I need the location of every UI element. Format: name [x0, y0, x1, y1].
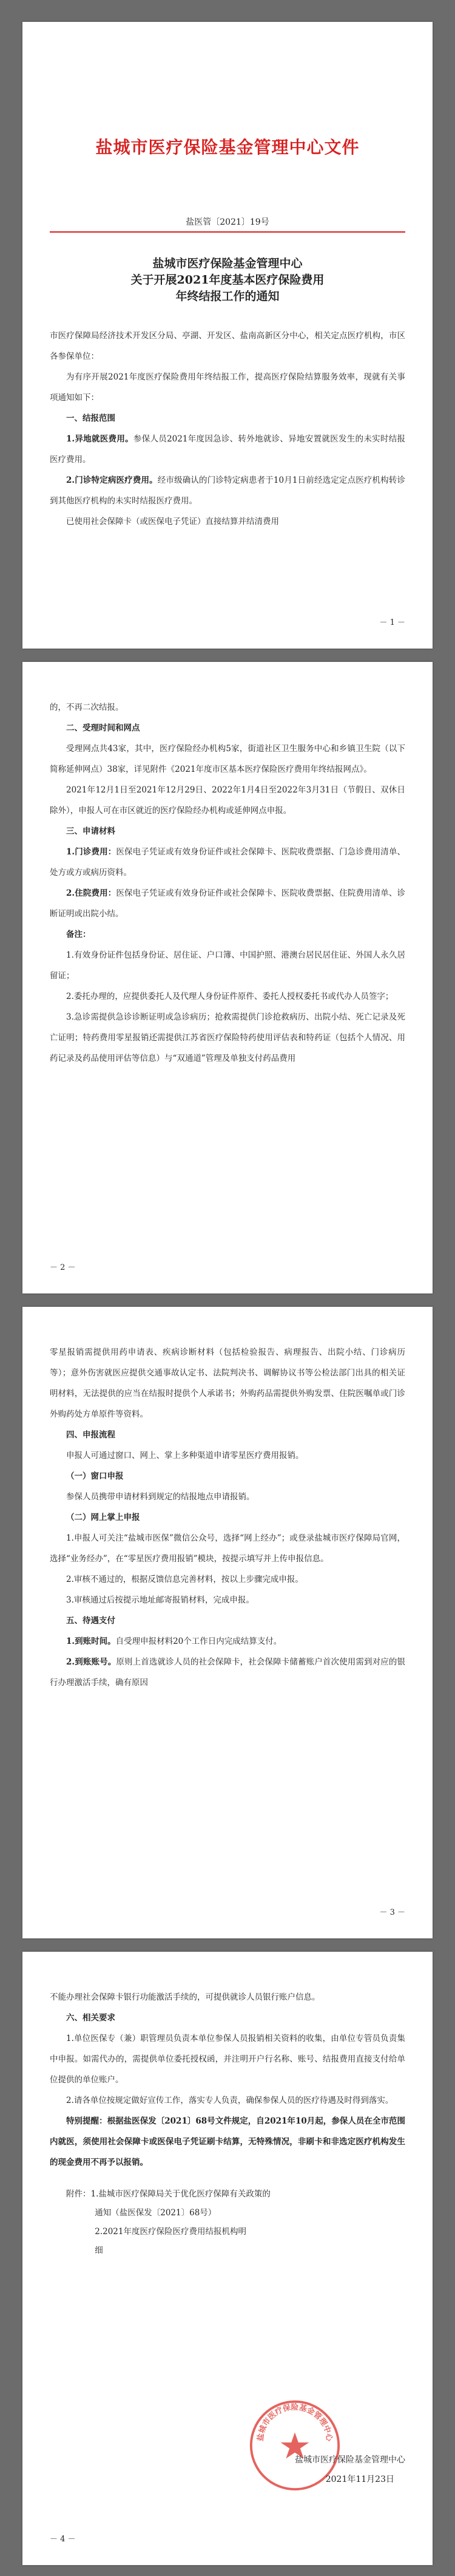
- section-5-heading: 五、待遇支付: [66, 1616, 115, 1626]
- document-number: 盐医管〔2021〕19号: [186, 217, 269, 227]
- item-3-1: [50, 842, 405, 883]
- note-3: 3.急诊需提供急诊诊断证明或急诊病历；抢救需提供门诊抢救病历、出院小结、死亡记录及死亡证明；特药费用零星报销还需提供江苏省医疗保险特药使用评估表和特药证（包括个人情况、用药记录及药品使用评估等信息）与“双通道”管理及单独支付药品费用: [50, 1012, 405, 1063]
- item-5-1-text: 自受理申报材料20个工作日内完成结算支付。: [115, 1637, 282, 1646]
- reminder-text: 根据盐医保发〔2021〕68号文件规定，自2021年10月起，参保人员在全市范围内就医，须使用社会保障卡或医保电子凭证刷卡结算，无特殊情况，非刷卡和非选定医疗机构发生的现金费用不再予以报销。: [50, 2116, 405, 2167]
- title-line-3: 年终结报工作的通知: [175, 290, 280, 303]
- section-3-heading: 三、申请材料: [66, 826, 115, 836]
- item-5-2-text: 原则上首选就诊人员的社会保障卡，社会保障卡储蓄账户首次使用需到对应的银行办理激活手续，确有原因: [50, 1657, 406, 1688]
- page-3-body: [50, 1342, 405, 1693]
- item-3-1-text: 医保电子凭证或有效身份证件或社会保障卡、医院收费票据、门急诊费用清单、处方或方或病历资料。: [50, 847, 406, 877]
- item-1-1-text: 参保人员2021年度因急诊、转外地就诊、异地安置就医发生的未实时结报医疗费用。: [50, 434, 405, 465]
- red-divider-line: [50, 231, 405, 233]
- section-2-time: 2021年12月1日至2021年12月29日、2022年1月4日至2022年3月31日（节假日、双休日除外），申报人可在市区就近的医疗保险经办机构或延伸网点申报。: [50, 785, 405, 816]
- note-1: 1.有效身份证件包括身份证、居住证、户口簿、中国护照、港澳台居民居住证、外国人永久居留证；: [50, 950, 405, 981]
- attachment-label: 附件：: [66, 2189, 91, 2199]
- page-1-body: [50, 325, 405, 532]
- subsection-window-text: 参保人员携带申请材料到规定的结报地点申请报销。: [66, 1492, 255, 1502]
- signing-organization: 盐城市医疗保险基金管理中心: [295, 2455, 405, 2465]
- title-line-2: 关于开展2021年度基本医疗保险费用: [130, 273, 325, 287]
- page-2-body: [50, 697, 405, 1069]
- continued-text: 零星报销需提供用药申请表、疾病诊断材料（包括检验报告、病理报告、出院小结、门诊病历等）；意外伤害就医应提供交通事故认定书、法院判决书、调解协议书等公检法部门出具的相关证明材料，无法提供的应当在结报时提供个人承诺书；外购药品需提供外购发票、住院医嘱单或门诊外购药处方单原件等资料。: [50, 1348, 405, 1419]
- attachment-2-line-1: 2.2021年度医疗保险医疗费用结报机构明: [95, 2227, 246, 2237]
- item-3-2-text: 医保电子凭证或有效身份证件或社会保障卡、医院收费票据、住院费用清单、诊断证明或出院小结。: [50, 888, 406, 919]
- note-heading: 备注：: [66, 930, 91, 939]
- document-page-4: [22, 1952, 433, 2565]
- item-1-1: [50, 429, 405, 470]
- item-3-2: [50, 883, 405, 924]
- online-step-2: 2.审核不通过的，根据反馈信息完善材料，按以上步骤完成申报。: [66, 1575, 303, 1584]
- page-number: － 1 －: [379, 618, 405, 627]
- note-2: 2.委托办理的，应提供委托人及代理人身份证件原件、委托人授权委托书或代办人员签字；: [66, 992, 394, 1001]
- section-2-heading: 二、受理时间和网点: [66, 723, 140, 733]
- item-6-1: 1.单位医保专（兼）职管理员负责本单位参保人员报销相关资料的收集，由单位专管员负责集中申报。如需代办的，需提供单位委托授权函，并注明开户行名称、账号、结报费用直接支付给单位提供的单位账户。: [50, 2034, 405, 2085]
- page-number: － 3 －: [379, 1908, 405, 1917]
- red-header-title: 盐城市医疗保险基金管理中心文件: [95, 137, 360, 157]
- online-step-3: 3.审核通过后按提示地址邮寄报销材料，完成申报。: [66, 1595, 254, 1605]
- item-5-1: [50, 1631, 405, 1652]
- item-1-2: [50, 470, 405, 511]
- document-page-3: [22, 1307, 433, 1938]
- item-3-1-label: 1.门诊费用：: [66, 847, 116, 857]
- attachment-2-line-2: 细: [95, 2246, 103, 2255]
- page-number: － 4 －: [50, 2535, 76, 2544]
- item-1-2-text: 经市级确认的门诊特定病患者于10月1日前经选定定点医疗机构转诊到其他医疗机构的未实时结报医疗费用。: [50, 475, 405, 506]
- page-4-body: [50, 1987, 405, 2260]
- item-5-2-label: 2.到账账号。: [66, 1657, 116, 1667]
- item-5-2: [50, 1652, 405, 1693]
- item-1-3: 已使用社会保障卡（或医保电子凭证）直接结算并结清费用: [66, 517, 279, 526]
- document-page-2: [22, 662, 433, 1293]
- attachments: [50, 2185, 405, 2260]
- signature-block: [235, 2398, 405, 2501]
- continued-text: 的，不再二次结报。: [50, 703, 124, 712]
- item-3-2-label: 2.住院费用：: [66, 888, 116, 898]
- section-6-heading: 六、相关要求: [66, 2013, 115, 2023]
- signing-date: 2021年11月23日: [325, 2475, 394, 2484]
- special-reminder: [50, 2111, 405, 2173]
- section-4-heading: 四、申报流程: [66, 1430, 115, 1440]
- online-step-1: 1.申报人可关注“盐城市医保”微信公众号，选择“网上经办”；或登录盐城市医疗保障局官网，选择“业务经办”，在“零星医疗费用报销”模块，按提示填写并上传申报信息。: [50, 1533, 405, 1564]
- item-1-2-label: 2.门诊特定病医疗费用。: [66, 475, 158, 485]
- addressee: 市医疗保障局经济技术开发区分局、亭湖、开发区、盐南高新区分中心，相关定点医疗机构，市区各参保单位：: [50, 331, 405, 361]
- notice-title: [50, 256, 405, 305]
- continued-text: 不能办理社会保障卡银行功能激活手续的，可提供就诊人员银行账户信息。: [50, 1992, 320, 2002]
- document-page-1: [22, 22, 433, 649]
- subsection-window: （一）窗口申报: [66, 1471, 124, 1481]
- attachment-1: [50, 2185, 405, 2204]
- subsection-online: （二）网上掌上申报: [66, 1513, 140, 1522]
- page-number: － 2 －: [50, 1263, 76, 1272]
- section-1-heading: 一、结报范围: [66, 414, 115, 423]
- attachment-1-line-2: 通知（盐医保发〔2021〕68号）: [95, 2208, 217, 2218]
- intro-paragraph: 为有序开展2021年度医疗保险费用年终结报工作，提高医疗保险结算服务效率，现就有关事项通知如下：: [50, 372, 405, 403]
- seal-text: 盐城市医疗保险基金管理中心: [255, 2402, 334, 2442]
- item-1-1-label: 1.异地就医费用。: [66, 434, 133, 444]
- item-5-1-label: 1.到账时间。: [66, 1637, 116, 1646]
- section-2-text: 受理网点共43家，其中，医疗保险经办机构5家，街道社区卫生服务中心和乡镇卫生院（以下简称延伸网点）38家，详见附件《2021年度市区基本医疗保险医疗费用年终结报网点》。: [50, 744, 405, 774]
- attachment-1-line-1: 1.盐城市医疗保障局关于优化医疗保障有关政策的: [90, 2189, 271, 2199]
- title-line-1: 盐城市医疗保险基金管理中心: [152, 257, 303, 270]
- reminder-lead: 特别提醒：: [66, 2116, 107, 2126]
- item-6-2: 2.请各单位按规定做好宣传工作，落实专人负责，确保参保人员的医疗待遇及时得到落实。: [66, 2096, 394, 2105]
- section-4-text: 申报人可通过窗口、网上、掌上多种渠道申请零星医疗费用报销。: [66, 1451, 304, 1460]
